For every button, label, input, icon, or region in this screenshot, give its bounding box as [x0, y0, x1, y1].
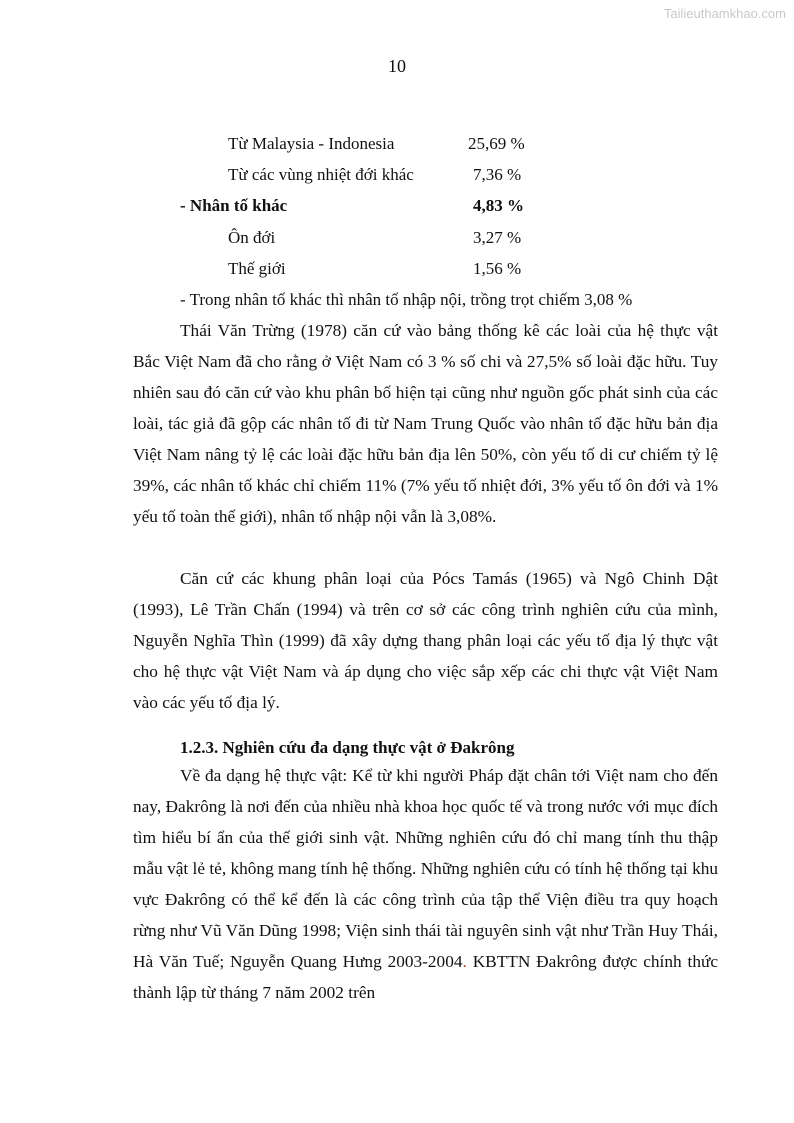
table-row-value: 1,56 % — [473, 259, 522, 278]
note-line: - Trong nhân tố khác thì nhân tố nhập nội, trồng trọt chiếm 3,08 % — [180, 290, 633, 309]
table-row-label: Từ các vùng nhiệt đới khác — [228, 165, 414, 184]
table-row-value: 3,27 % — [473, 228, 522, 247]
table-row-label: Từ Malaysia - Indonesia — [228, 134, 395, 153]
red-period: . — [462, 952, 467, 971]
table-row-value: 4,83 % — [473, 196, 524, 215]
page-number: 10 — [388, 56, 406, 76]
section-heading: 1.2.3. Nghiên cứu đa dạng thực vật ở Đakrông — [180, 738, 515, 757]
watermark: Tailieuthamkhao.com — [663, 6, 786, 21]
paragraph-dakrong-main: Về đa dạng hệ thực vật: Kể từ khi người Pháp đặt chân tới Việt nam cho đến nay, Đakrông là nơi đến của nhiều nhà khoa học quốc tế và trong nước với mục đích tìm hiểu bí ẩn của thế giới sinh vật. Những nghiên cứu đó chỉ mang tính thu thập mẫu vật lẻ tẻ, không mang tính hệ thống. Những nghiên cứu có tính hệ thống tại khu vực Đakrông có thể kể đến là các công trình của tập thể Viện điều tra quy hoạch rừng như Vũ Văn Dũng 1998; Viện sinh thái tài nguyên sinh vật như Trần Huy Thái, Hà Văn Tuế; Nguyễn Quang Hưng 2003-2004 — [133, 766, 718, 971]
paragraph-dakrong-tail: KBTTN Đakrông được chính thức thành lập từ tháng 7 năm 2002 trên — [133, 952, 718, 1002]
paragraph-khung-phan-loai: Căn cứ các khung phân loại của Pócs Tamás (1965) và Ngô Chinh Dật (1993), Lê Trần Chấn (1994) và trên cơ sở các công trình nghiên cứu của mình, Nguyễn Nghĩa Thìn (1999) đã xây dựng thang phân loại các yếu tố địa lý thực vật cho hệ thực vật Việt Nam và áp dụng cho việc sắp xếp các chi thực vật Việt Nam vào các yếu tố địa lý. — [133, 569, 718, 712]
paragraph-thai-van-trung: Thái Văn Trừng (1978) căn cứ vào bảng thống kê các loài của hệ thực vật Bắc Việt Nam đã cho rằng ở Việt Nam có 3 % số chi và 27,5% số loài đặc hữu. Tuy nhiên sau đó căn cứ vào khu phân bố hiện tại cũng như nguồn gốc phát sinh của các loài, tác giả đã gộp các nhân tố đi từ Nam Trung Quốc vào nhân tố đặc hữu bản địa Việt Nam nâng tỷ lệ các loài đặc hữu bản địa lên 50%, còn yếu tố di cư chiếm tỷ lệ 39%, các nhân tố khác chỉ chiếm 11% (7% yếu tố nhiệt đới, 3% yếu tố ôn đới và 1% yếu tố toàn thế giới), nhân tố nhập nội vẫn là 3,08%. — [133, 321, 718, 526]
table-row-label: Ôn đới — [228, 228, 276, 247]
table-row-label: - Nhân tố khác — [180, 196, 288, 215]
table-row-value: 25,69 % — [468, 134, 525, 153]
table-row-value: 7,36 % — [473, 165, 522, 184]
paragraph-dakrong — [133, 760, 718, 1008]
table-row-label: Thế giới — [228, 259, 286, 278]
